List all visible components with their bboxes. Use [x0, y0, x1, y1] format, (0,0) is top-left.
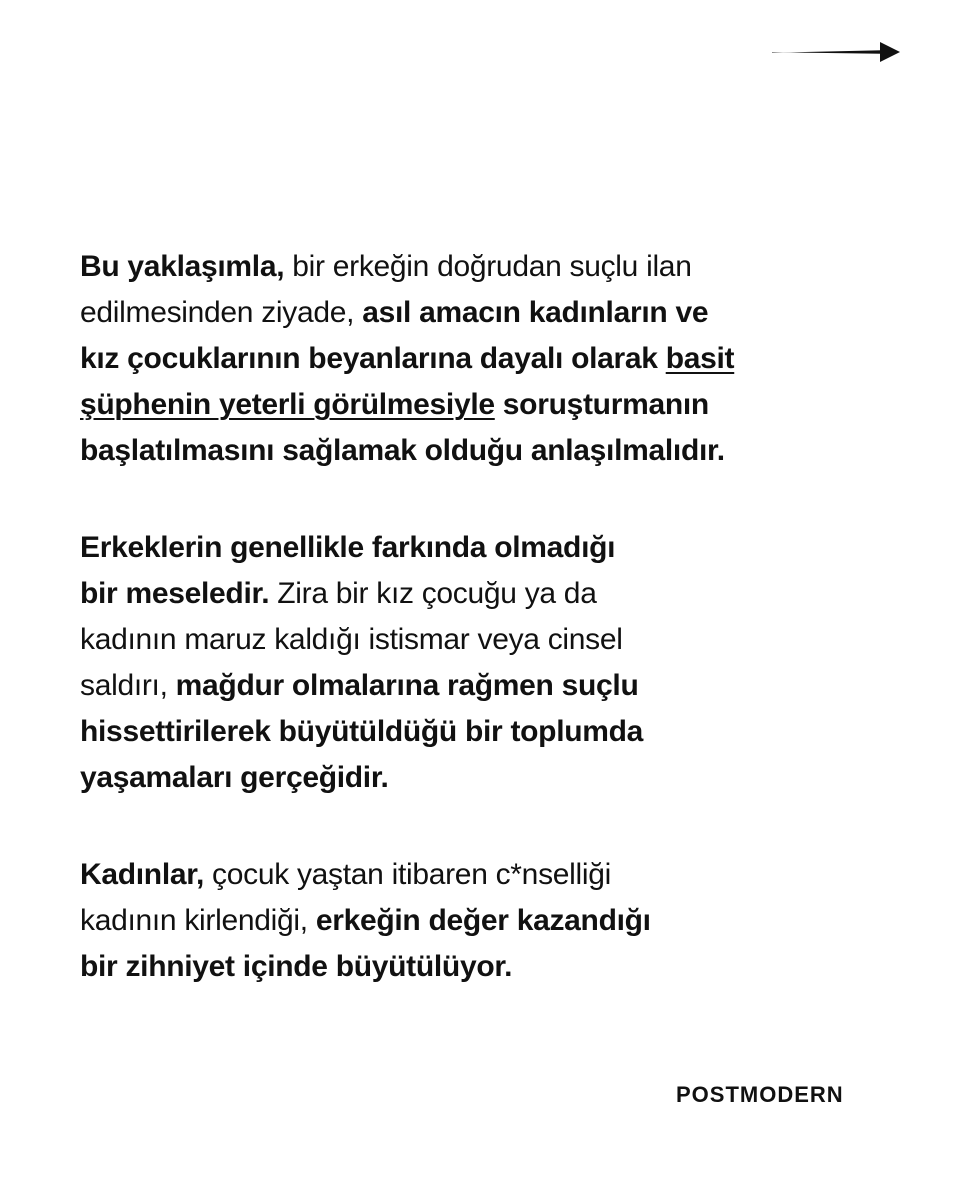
text-line: [80, 244, 880, 290]
regular-text: kadının maruz kaldığı istismar veya cinsel: [80, 623, 623, 656]
underlined-text: şüphenin yeterli görülmesiyle: [80, 388, 495, 421]
bold-text: bir meseledir.: [80, 577, 270, 610]
bold-text: Bu yaklaşımla,: [80, 250, 285, 283]
bold-text: Kadınlar,: [80, 858, 205, 891]
brand-logo: POSTMODERN: [676, 1082, 844, 1107]
text-line: [80, 571, 880, 617]
text-line: [80, 709, 880, 755]
bold-text: soruşturmanın: [494, 388, 709, 421]
bold-text: başlatılmasını sağlamak olduğu anlaşılmalıdır.: [80, 434, 725, 467]
text-line: [80, 617, 880, 663]
paragraph-2: [80, 525, 880, 801]
text-line: [80, 852, 880, 898]
regular-text: çocuk yaştan itibaren c*nselliği: [204, 858, 611, 891]
article-body: [80, 244, 880, 1041]
text-line: [80, 525, 880, 571]
text-line: [80, 755, 880, 801]
regular-text: Zira bir kız çocuğu ya da: [269, 577, 597, 610]
text-line: [80, 428, 880, 474]
regular-text: kadının kirlendiği,: [80, 904, 316, 937]
regular-text: edilmesinden ziyade,: [80, 296, 363, 329]
bold-text: mağdur olmalarına rağmen suçlu: [175, 669, 639, 702]
bold-text: Erkeklerin genellikle farkında olmadığı: [80, 531, 616, 564]
text-line: [80, 290, 880, 336]
text-line: [80, 663, 880, 709]
paragraph-1: [80, 244, 880, 474]
text-line: [80, 944, 880, 990]
regular-text: saldırı,: [80, 669, 176, 702]
text-line: [80, 382, 880, 428]
bold-text: hissettirilerek büyütüldüğü bir toplumda: [80, 715, 644, 748]
bold-text: bir zihniyet içinde büyütülüyor.: [80, 950, 513, 983]
text-line: [80, 898, 880, 944]
text-line: [80, 336, 880, 382]
bold-text: yaşamaları gerçeğidir.: [80, 761, 389, 794]
bold-text: asıl amacın kadınların ve: [362, 296, 709, 329]
bold-text: kız çocuklarının beyanlarına dayalı olarak: [80, 342, 666, 375]
right-arrow-icon[interactable]: [772, 38, 902, 66]
bold-text: erkeğin değer kazandığı: [315, 904, 651, 937]
paragraph-3: [80, 852, 880, 990]
regular-text: bir erkeğin doğrudan suçlu ilan: [284, 250, 692, 283]
underlined-text: basit: [665, 342, 735, 375]
